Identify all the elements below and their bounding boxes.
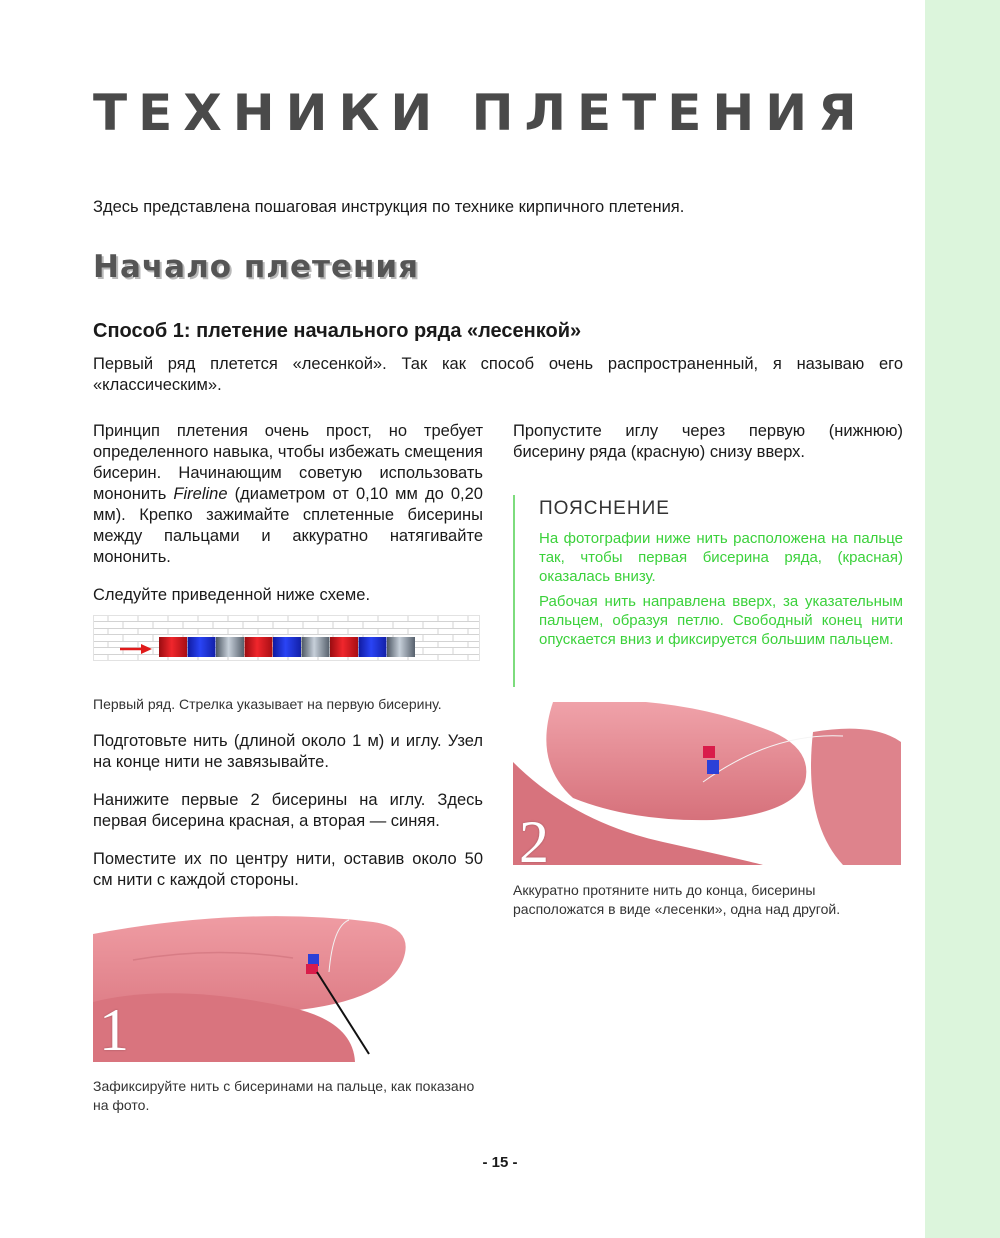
bead-gray bbox=[302, 637, 330, 657]
left-paragraph-5: Поместите их по центру нити, оставив около 50 см нити с каждой стороны. bbox=[93, 850, 483, 889]
bead-red bbox=[245, 637, 273, 657]
page-title: ТЕХНИКИ ПЛЕТЕНИЯ bbox=[93, 84, 868, 142]
right-paragraph-1: Пропустите иглу через первую (нижнюю) бисерину ряда (красную) снизу вверх. bbox=[513, 422, 903, 461]
photo-1-number: 1 bbox=[99, 997, 129, 1062]
bead-gray bbox=[216, 637, 244, 657]
note-title: ПОЯСНЕНИЕ bbox=[539, 498, 670, 519]
method-heading: Способ 1: плетение начального ряда «лесенкой» bbox=[93, 320, 582, 342]
bead-blue bbox=[359, 637, 387, 657]
left-column bbox=[93, 421, 483, 606]
page-number: - 15 - bbox=[482, 1154, 518, 1171]
left-paragraph-3: Подготовьте нить (длиной около 1 м) и иглу. Узел на конце нити не завязывайте. bbox=[93, 732, 483, 771]
bead-blue bbox=[273, 637, 301, 657]
note-box bbox=[513, 495, 903, 687]
left-steps bbox=[93, 731, 483, 891]
bead-red bbox=[330, 637, 358, 657]
photo-2-number: 2 bbox=[519, 809, 549, 865]
bead-red bbox=[159, 637, 187, 657]
left-paragraph-2: Следуйте приведенной ниже схеме. bbox=[93, 586, 371, 604]
method-intro: Первый ряд плетется «лесенкой». Так как способ очень распространенный, я называю его «классическим». bbox=[93, 355, 903, 394]
bead-scheme-diagram bbox=[93, 615, 480, 661]
note-paragraph-1: На фотографии ниже нить расположена на пальце так, чтобы первая бисерина ряда, (красная) оказалась внизу. bbox=[539, 530, 903, 585]
scheme-caption: Первый ряд. Стрелка указывает на первую бисерину. bbox=[93, 696, 442, 712]
photo-1-caption: Зафиксируйте нить с бисеринами на пальце, как показано на фото. bbox=[93, 1078, 475, 1113]
bead-blue bbox=[188, 637, 216, 657]
photo-2-caption: Аккуратно протяните нить до конца, бисерины расположатся в виде «лесенки», одна над другой. bbox=[513, 882, 841, 917]
note-paragraph-2: Рабочая нить направлена вверх, за указательным пальцем, образуя петлю. Свободный конец нити опускается вниз и фиксируется большим пальцем. bbox=[539, 593, 903, 648]
intro-text: Здесь представлена пошаговая инструкция по технике кирпичного плетения. bbox=[93, 198, 685, 216]
side-color-band bbox=[925, 0, 1000, 1238]
section-heading: Начало плетения bbox=[93, 249, 420, 285]
left-paragraph-1: Принцип плетения очень прост, но требует определенного навыка, чтобы избежать смещения бисерин. Начинающим советую использовать мононить Fireline (диаметром от 0,10 мм до 0,20 мм). Крепко зажимайте сплетенные бисерины между пальцами и аккуратно натягивайте мононить. bbox=[93, 422, 483, 566]
right-column bbox=[513, 421, 903, 463]
photo-1 bbox=[93, 912, 465, 1062]
photo-2 bbox=[513, 702, 901, 865]
left-paragraph-4: Нанижите первые 2 бисерины на иглу. Здесь первая бисерина красная, а вторая — синяя. bbox=[93, 791, 483, 830]
bead-gray bbox=[387, 637, 415, 657]
